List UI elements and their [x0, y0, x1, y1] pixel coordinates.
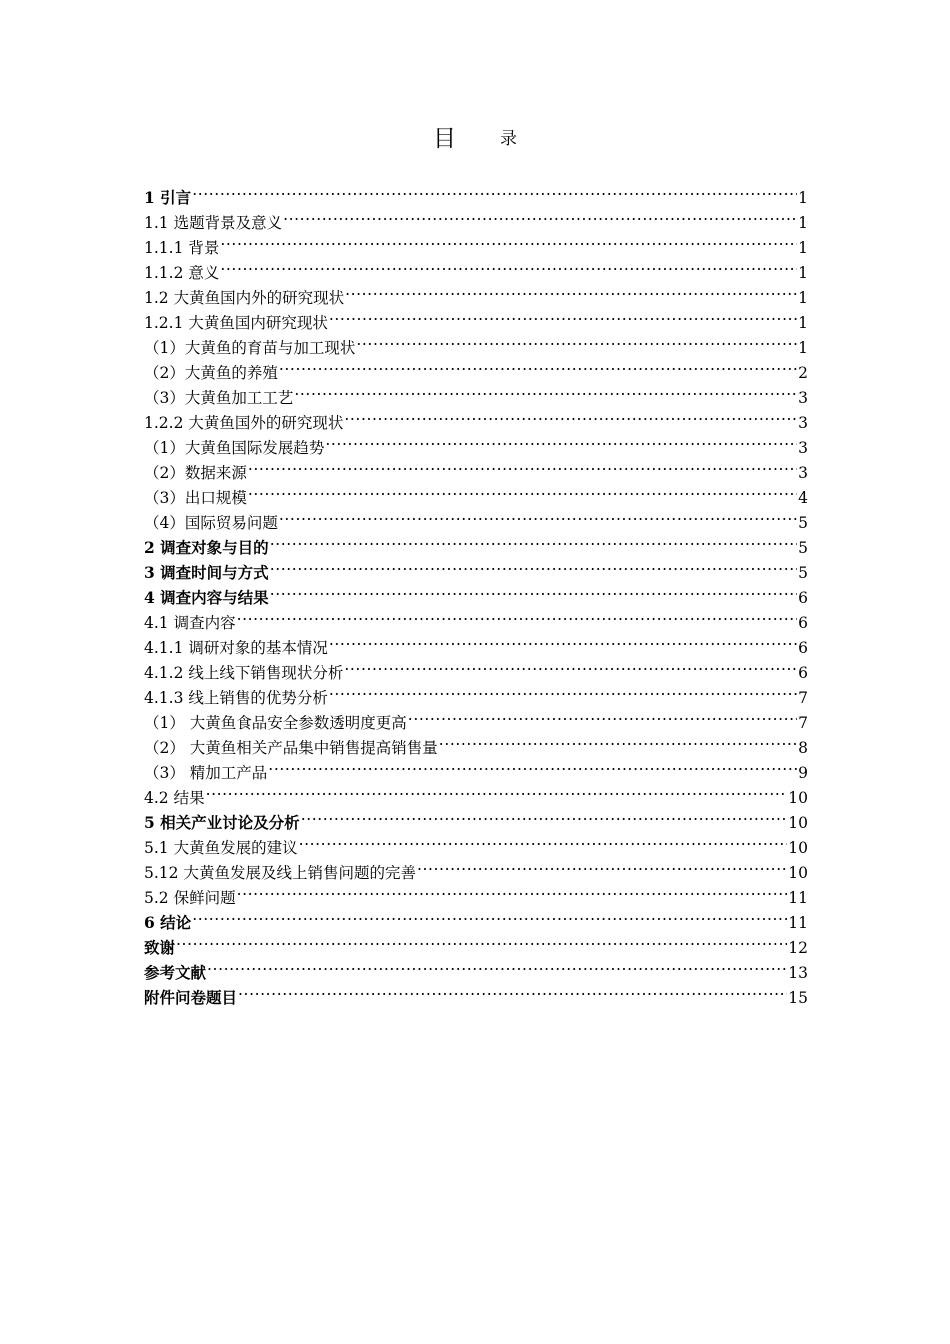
toc-entry-label: （4）国际贸易问题	[144, 514, 278, 532]
toc-entry-page-number: 5	[798, 514, 808, 532]
toc-entry-page-number: 13	[788, 964, 808, 982]
toc-entry-page-number: 10	[788, 839, 808, 857]
toc-dot-leader	[270, 553, 797, 578]
toc-entry-label: 5 相关产业讨论及分析	[144, 813, 300, 832]
toc-entry[interactable]	[144, 978, 808, 1007]
toc-entry[interactable]	[144, 603, 808, 632]
toc-dot-leader	[329, 628, 797, 653]
toc-entry-page-number: 1	[798, 264, 808, 282]
toc-entry-label: 5.12 大黄鱼发展及线上销售问题的完善	[144, 864, 416, 882]
toc-entry-page-number: 7	[798, 689, 808, 707]
toc-entry-label: （2）大黄鱼的养殖	[144, 364, 278, 382]
toc-dot-leader	[439, 728, 797, 753]
toc-dot-leader	[329, 303, 797, 328]
toc-dot-leader	[207, 953, 787, 978]
toc-entry-label: （3）出口规模	[144, 489, 247, 507]
toc-entry[interactable]	[144, 953, 808, 982]
toc-entry-page-number: 5	[798, 539, 808, 557]
toc-entry-page-number: 1	[798, 214, 808, 232]
toc-title	[0, 124, 950, 154]
toc-dot-leader	[299, 828, 788, 853]
toc-entry-label: 4.2 结果	[144, 789, 205, 807]
toc-title-part2: 录	[500, 129, 517, 149]
toc-entry-page-number: 15	[788, 989, 808, 1007]
toc-entry-label: （3） 精加工产品	[144, 764, 268, 782]
toc-entry-label: 5.1 大黄鱼发展的建议	[144, 839, 298, 857]
toc-dot-leader	[270, 528, 797, 553]
toc-entry-label: 4.1.1 调研对象的基本情况	[144, 639, 328, 657]
toc-dot-leader	[220, 228, 797, 253]
toc-entry-label: （2） 大黄鱼相关产品集中销售提高销售量	[144, 739, 438, 757]
toc-entry-label: （1）大黄鱼的育苗与加工现状	[144, 339, 356, 357]
toc-entry-label: 1.1.2 意义	[144, 264, 220, 282]
toc-entry-label: （1）大黄鱼国际发展趋势	[144, 439, 325, 457]
toc-dot-leader	[268, 753, 797, 778]
toc-entry-label: 2 调查对象与目的	[144, 538, 269, 557]
toc-dot-leader	[417, 853, 787, 878]
toc-entry-page-number: 8	[798, 739, 808, 757]
toc-entry-label: 4.1.2 线上线下销售现状分析	[144, 664, 344, 682]
toc-dot-leader	[237, 878, 788, 903]
toc-entry[interactable]	[144, 628, 808, 657]
toc-dot-leader	[279, 503, 797, 528]
toc-dot-leader	[220, 253, 797, 278]
toc-entry-page-number: 1	[798, 239, 808, 257]
table-of-contents	[144, 178, 808, 1007]
toc-entry-page-number: 3	[798, 389, 808, 407]
toc-dot-leader	[345, 278, 797, 303]
toc-title-part1: 目	[433, 126, 456, 152]
toc-entry-label: 附件问卷题目	[144, 988, 238, 1007]
toc-entry-page-number: 5	[798, 564, 808, 582]
toc-entry-label: 参考文献	[144, 963, 207, 982]
toc-dot-leader	[279, 353, 797, 378]
toc-entry-page-number: 10	[788, 864, 808, 882]
toc-entry-label: 1.1 选题背景及意义	[144, 214, 283, 232]
toc-entry-page-number: 6	[798, 614, 808, 632]
toc-entry-label: 6 结论	[144, 913, 192, 932]
toc-dot-leader	[237, 603, 798, 628]
toc-dot-leader	[329, 678, 797, 703]
toc-entry-page-number: 2	[798, 364, 808, 382]
toc-dot-leader	[248, 453, 797, 478]
toc-entry-page-number: 9	[798, 764, 808, 782]
toc-dot-leader	[206, 778, 788, 803]
toc-entry-label: 1.2.2 大黄鱼国外的研究现状	[144, 414, 344, 432]
toc-entry-page-number: 10	[788, 814, 808, 832]
toc-entry-page-number: 6	[798, 639, 808, 657]
toc-entry[interactable]	[144, 203, 808, 232]
toc-entry-label: 1.1.1 背景	[144, 239, 220, 257]
toc-entry[interactable]	[144, 228, 808, 257]
toc-entry-page-number: 11	[788, 889, 808, 907]
toc-dot-leader	[192, 903, 787, 928]
toc-entry-label: 致谢	[144, 938, 176, 957]
toc-entry-label: 3 调查时间与方式	[144, 563, 269, 582]
toc-dot-leader	[356, 328, 797, 353]
toc-dot-leader	[270, 578, 797, 603]
toc-entry[interactable]	[144, 803, 808, 832]
toc-entry[interactable]	[144, 178, 808, 207]
toc-dot-leader	[344, 403, 797, 428]
toc-entry[interactable]	[144, 278, 808, 307]
toc-dot-leader	[238, 978, 787, 1003]
toc-entry-page-number: 4	[798, 489, 808, 507]
toc-dot-leader	[408, 703, 797, 728]
toc-entry[interactable]	[144, 928, 808, 957]
toc-dot-leader	[325, 428, 797, 453]
toc-entry-page-number: 10	[788, 789, 808, 807]
toc-entry-label: 1.2.1 大黄鱼国内研究现状	[144, 314, 328, 332]
toc-entry-page-number: 11	[788, 914, 808, 932]
toc-entry[interactable]	[144, 253, 808, 282]
toc-entry-label: 1 引言	[144, 188, 192, 207]
toc-entry-page-number: 1	[798, 339, 808, 357]
toc-entry-label: 5.2 保鲜问题	[144, 889, 236, 907]
toc-entry-page-number: 7	[798, 714, 808, 732]
toc-entry-page-number: 3	[798, 464, 808, 482]
toc-entry-page-number: 3	[798, 439, 808, 457]
toc-entry-page-number: 6	[798, 664, 808, 682]
toc-entry-label: 4.1.3 线上销售的优势分析	[144, 689, 328, 707]
toc-entry[interactable]	[144, 778, 808, 807]
toc-entry-page-number: 1	[798, 314, 808, 332]
toc-entry-page-number: 1	[798, 189, 808, 207]
toc-dot-leader	[301, 803, 788, 828]
toc-dot-leader	[248, 478, 797, 503]
toc-entry-label: （3）大黄鱼加工工艺	[144, 389, 294, 407]
toc-entry-page-number: 12	[788, 939, 808, 957]
toc-entry-page-number: 3	[798, 414, 808, 432]
toc-entry-label: （1） 大黄鱼食品安全参数透明度更高	[144, 714, 407, 732]
toc-entry[interactable]	[144, 878, 808, 907]
toc-entry[interactable]	[144, 903, 808, 932]
toc-entry-label: 4.1 调查内容	[144, 614, 236, 632]
toc-dot-leader	[176, 928, 787, 953]
toc-dot-leader	[294, 378, 797, 403]
toc-dot-leader	[192, 178, 797, 203]
toc-entry-page-number: 1	[798, 289, 808, 307]
toc-dot-leader	[283, 203, 797, 228]
toc-entry-page-number: 6	[798, 589, 808, 607]
toc-dot-leader	[344, 653, 797, 678]
toc-entry-label: 4 调查内容与结果	[144, 588, 269, 607]
toc-entry-label: （2）数据来源	[144, 464, 247, 482]
toc-entry-label: 1.2 大黄鱼国内外的研究现状	[144, 289, 345, 307]
